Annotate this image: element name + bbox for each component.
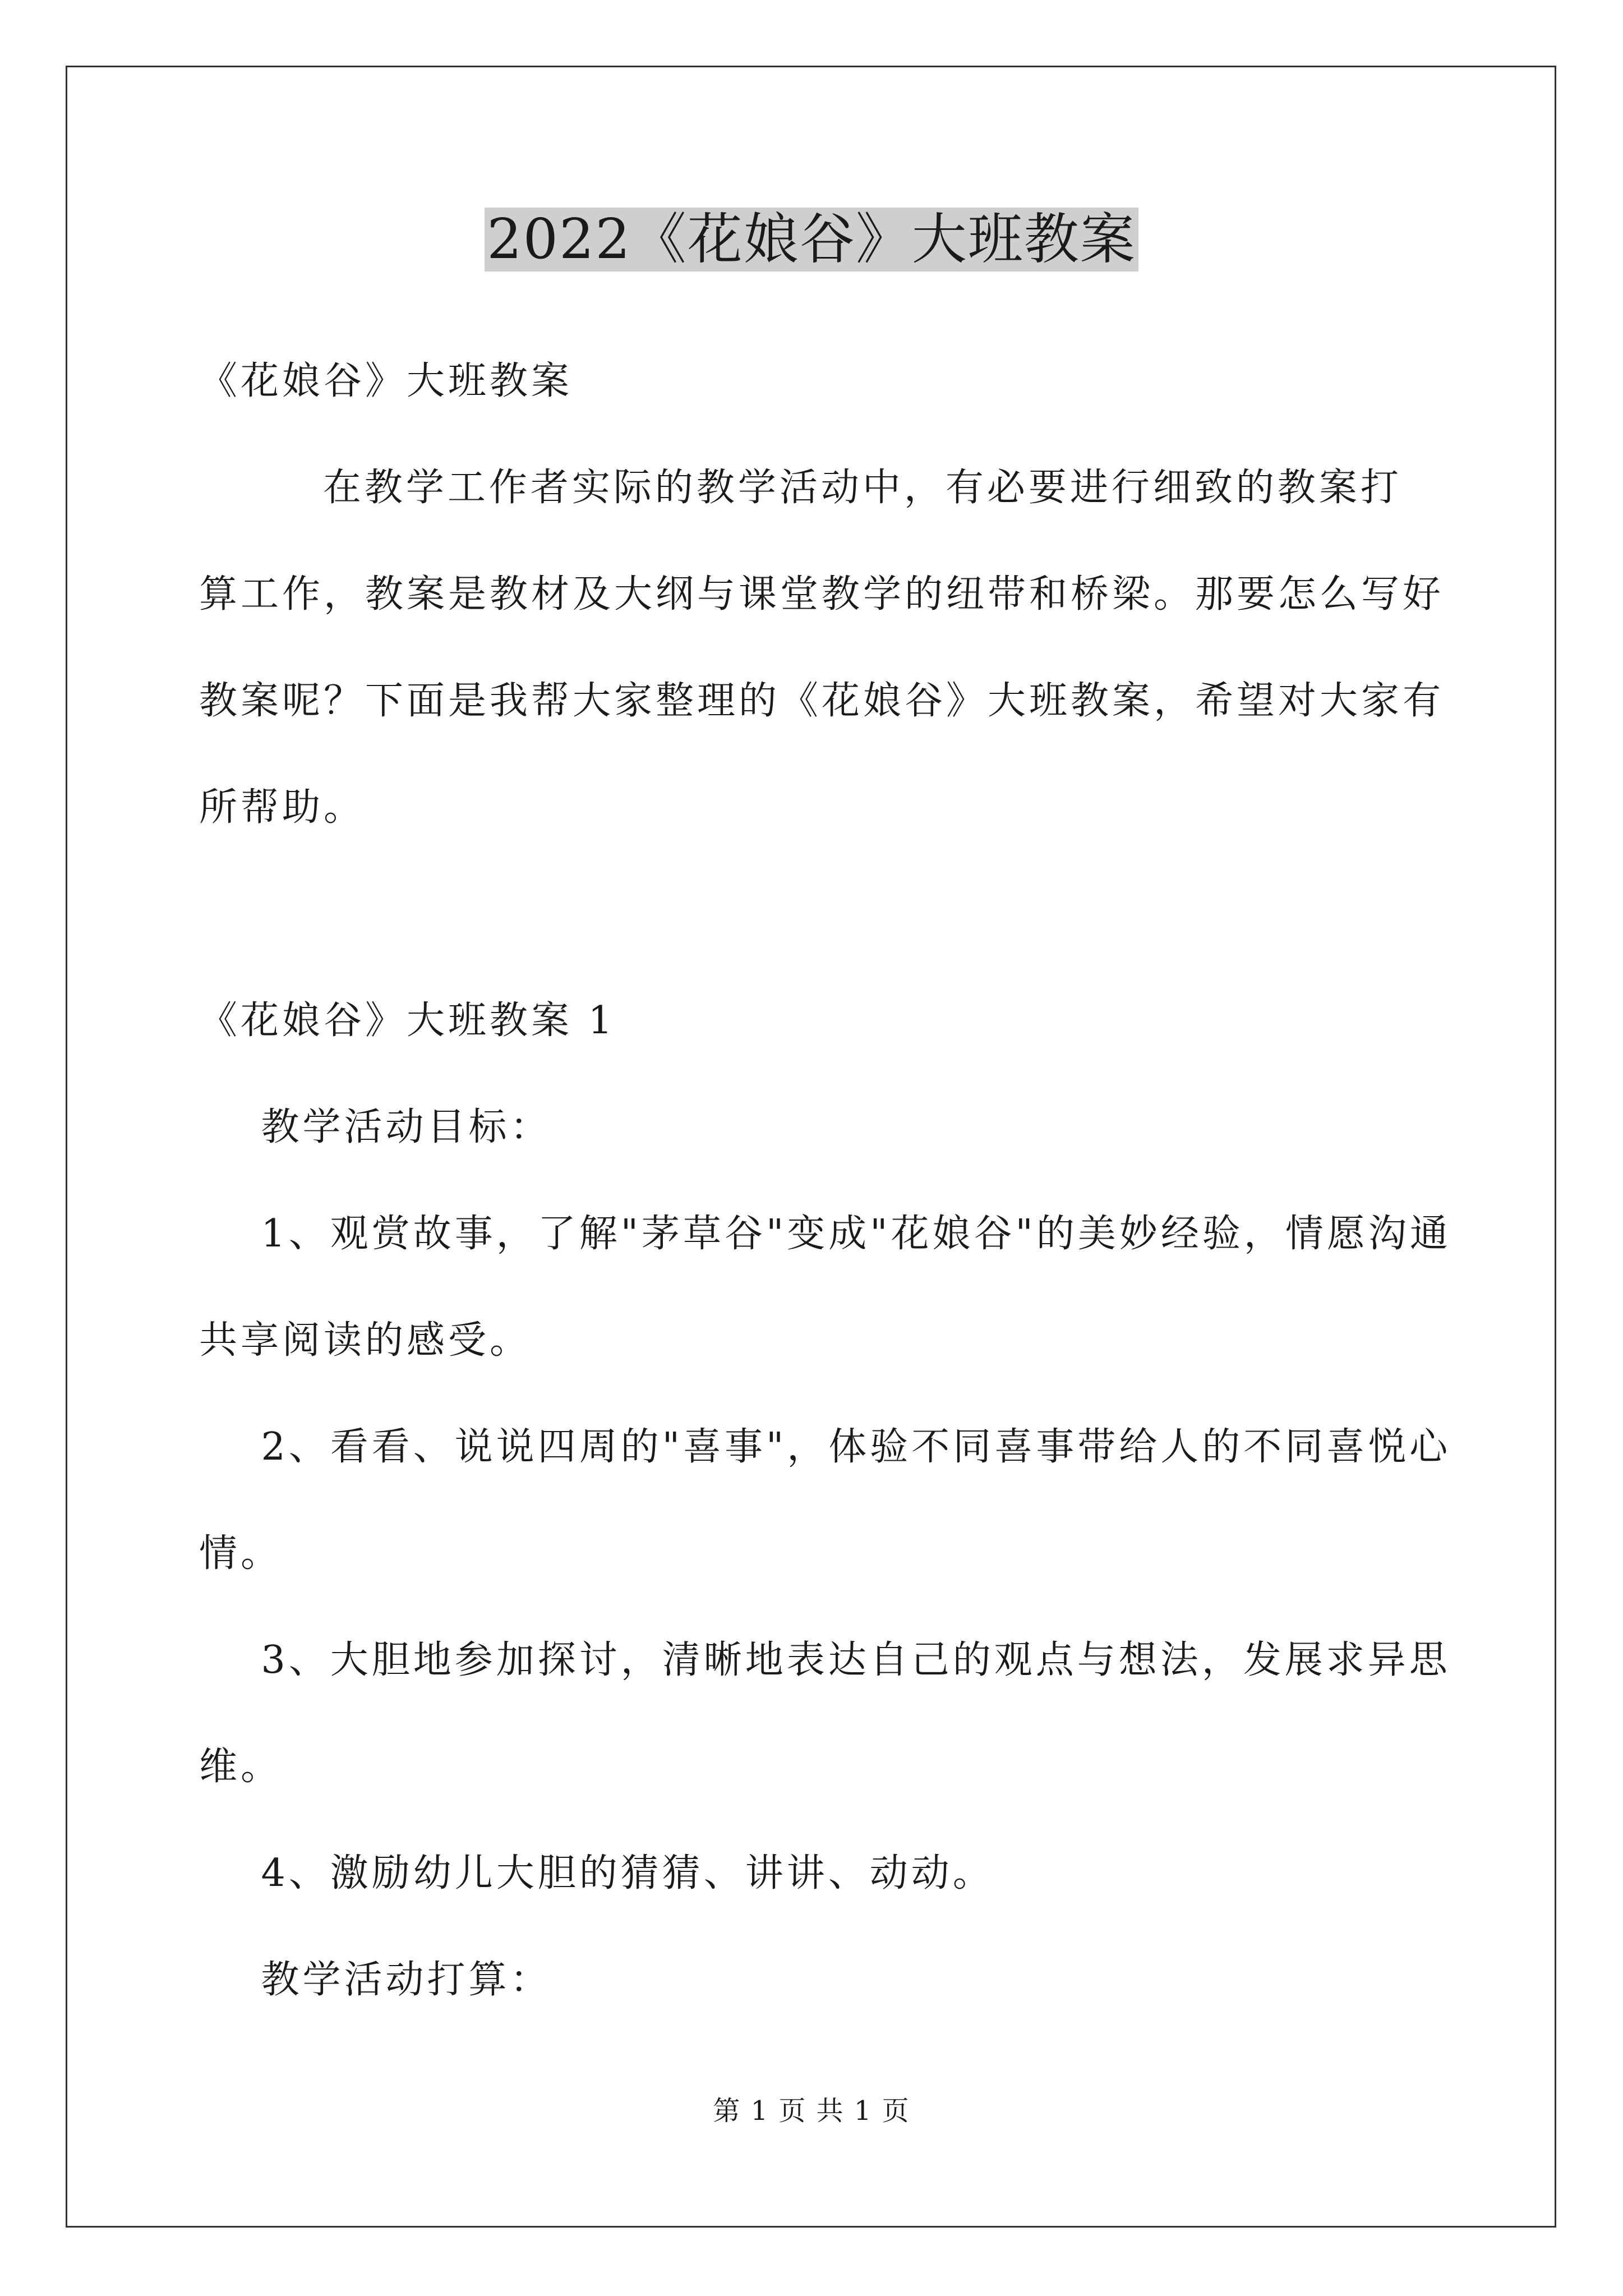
paragraph-line: 所帮助。 bbox=[199, 785, 366, 830]
paragraph-line: 2、看看、说说四周的"喜事"，体验不同喜事带给人的不同喜悦心 bbox=[199, 1425, 1451, 1469]
paragraph-line: 教学活动打算： bbox=[199, 1958, 552, 2002]
document-title bbox=[0, 199, 1623, 280]
paragraph-line: 教案呢？下面是我帮大家整理的《花娘谷》大班教案，希望对大家有 bbox=[199, 679, 1445, 723]
paragraph-line: 维。 bbox=[199, 1745, 283, 1789]
paragraph-line: 4、激励幼儿大胆的猜猜、讲讲、动动。 bbox=[199, 1851, 994, 1895]
paragraph-line: 3、大胆地参加探讨，清晰地表达自己的观点与想法，发展求异思 bbox=[199, 1638, 1451, 1682]
paragraph-line: 教学活动目标： bbox=[199, 1105, 552, 1149]
paragraph-line: 在教学工作者实际的教学活动中，有必要进行细致的教案打 bbox=[199, 466, 1402, 510]
page-footer: 第 1 页 共 1 页 bbox=[713, 2095, 910, 2127]
section-heading: 《花娘谷》大班教案 1 bbox=[199, 999, 616, 1043]
paragraph-line: 情。 bbox=[199, 1531, 283, 1576]
paragraph-line: 1、观赏故事，了解"茅草谷"变成"花娘谷"的美妙经验，情愿沟通 bbox=[199, 1212, 1451, 1256]
paragraph-line: 算工作，教案是教材及大纲与课堂教学的纽带和桥梁。那要怎么写好 bbox=[199, 572, 1445, 616]
paragraph-line: 共享阅读的感受。 bbox=[199, 1318, 532, 1363]
subtitle-line: 《花娘谷》大班教案 bbox=[199, 359, 573, 403]
document-title-text: 2022《花娘谷》大班教案 bbox=[485, 208, 1138, 272]
